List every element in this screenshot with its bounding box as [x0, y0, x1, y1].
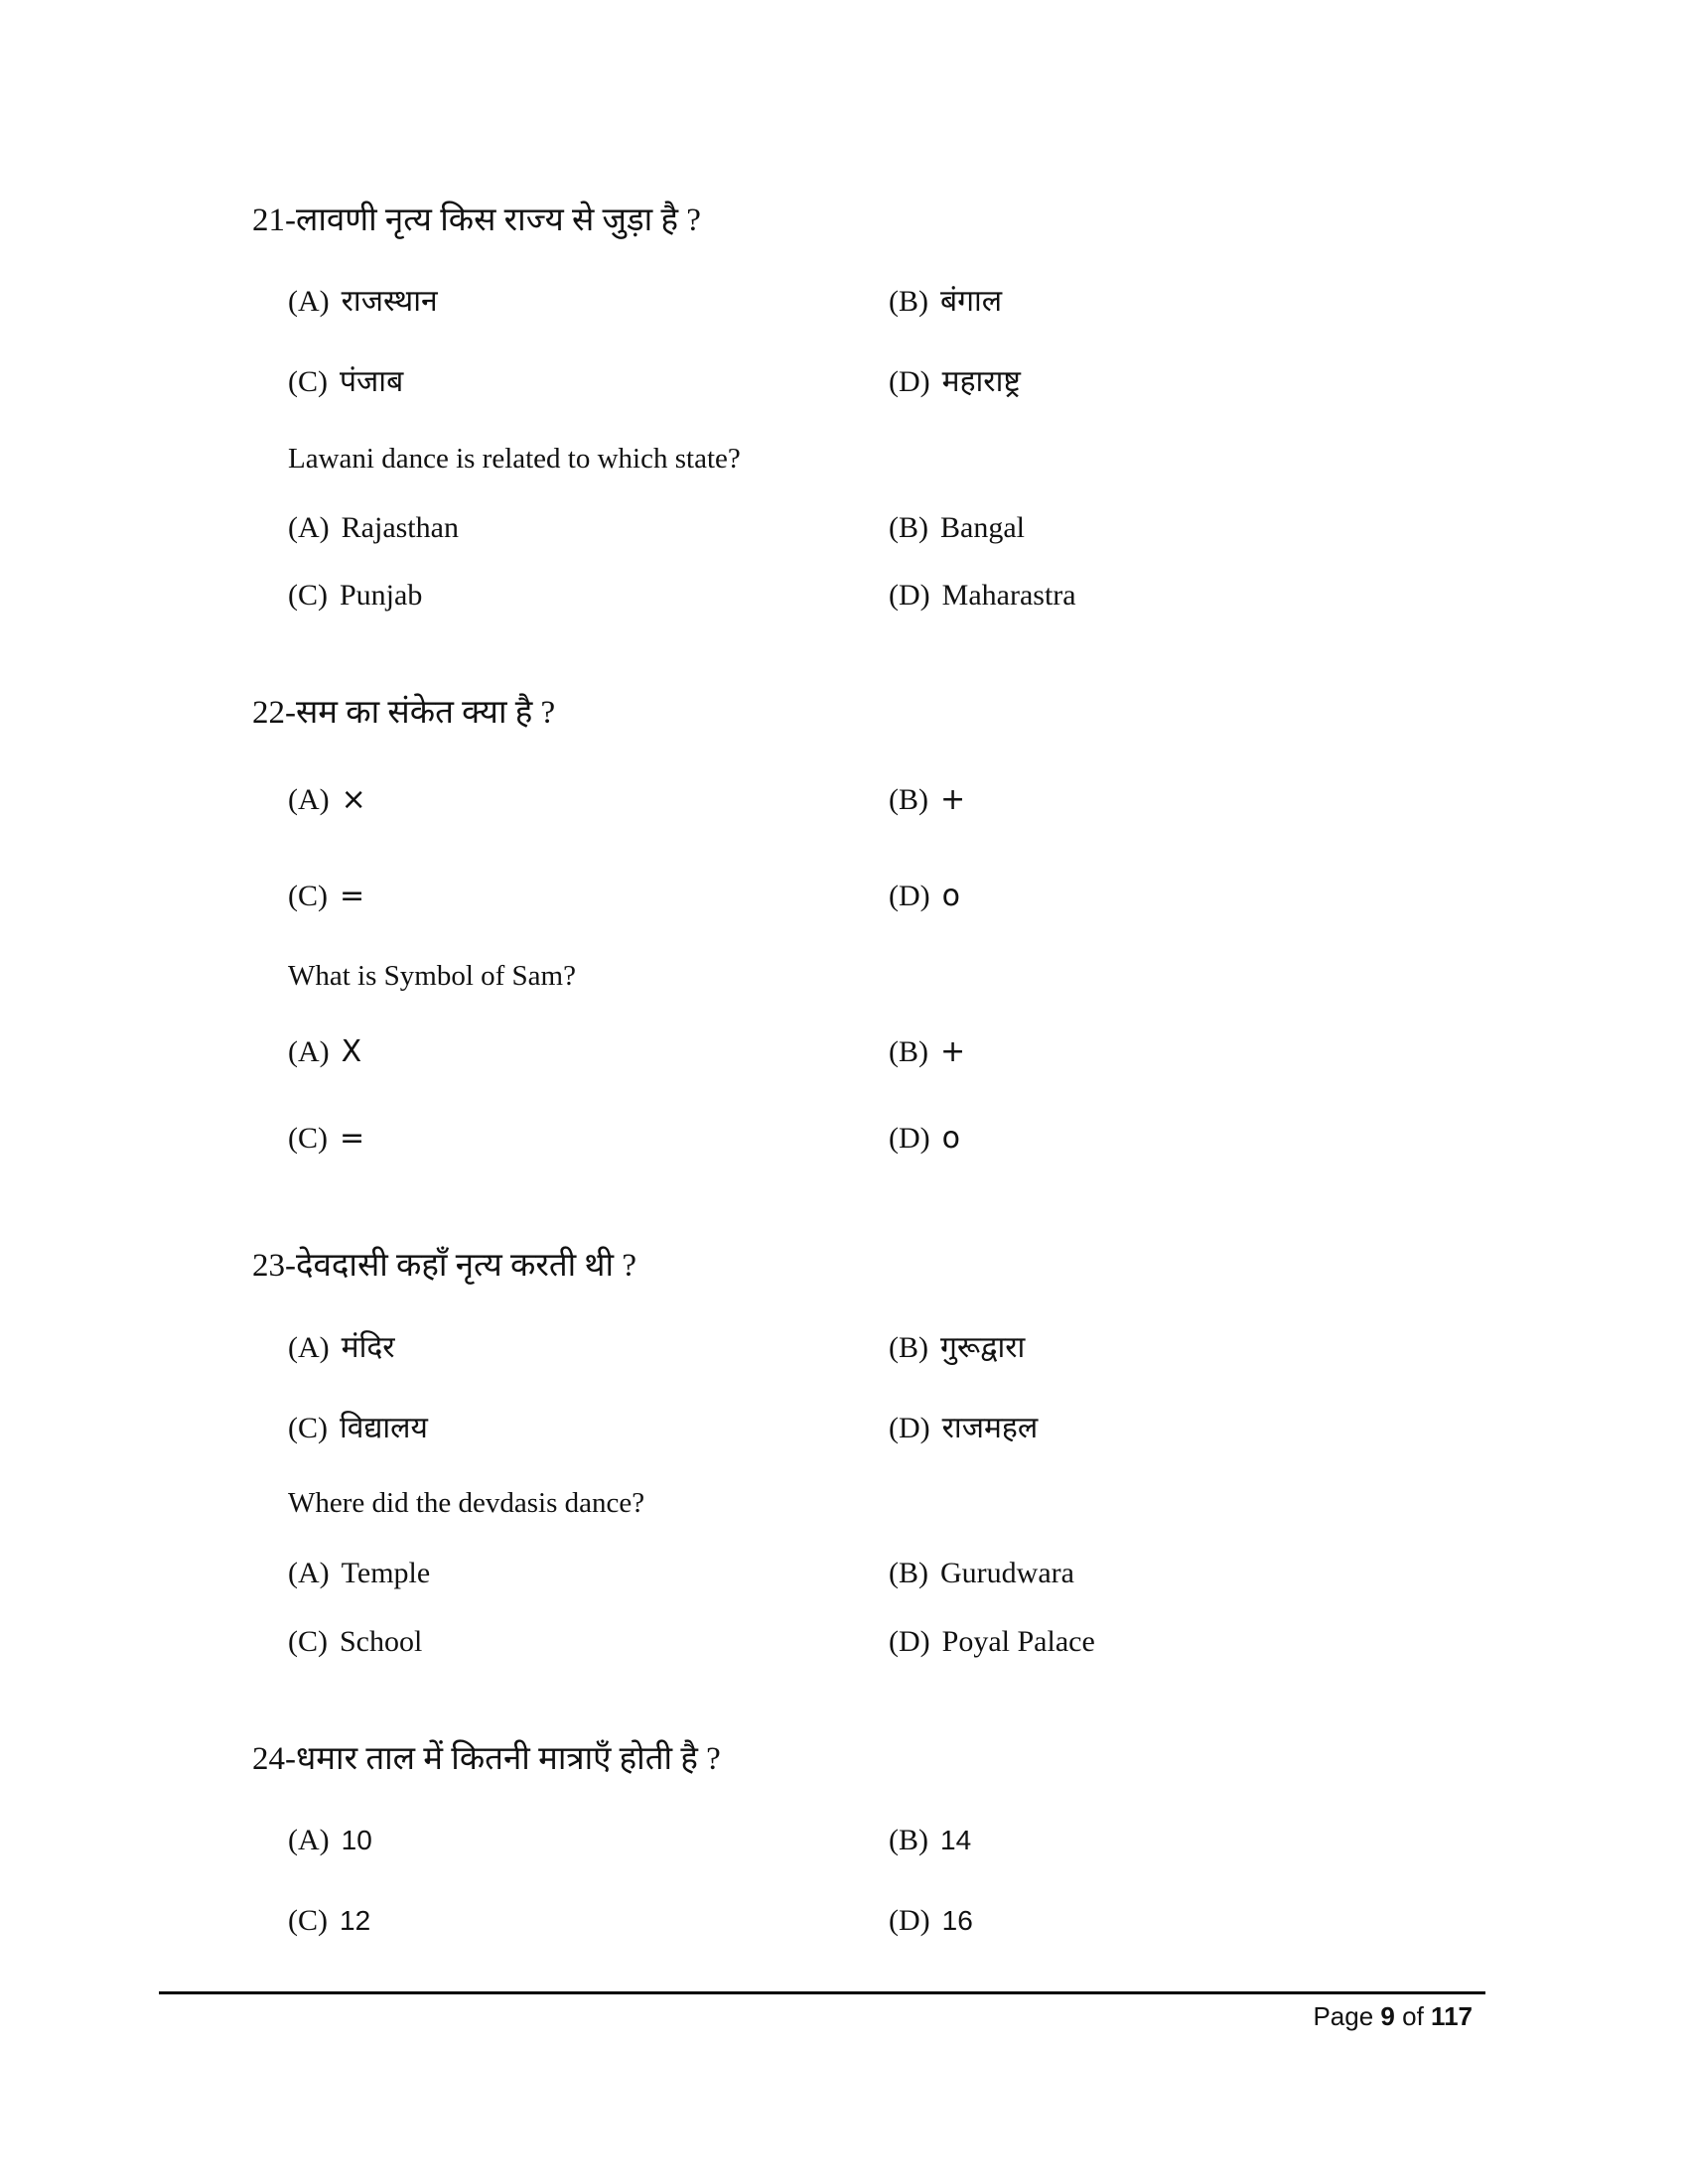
option-text: X: [341, 1034, 362, 1069]
option-english-a: [288, 508, 459, 548]
question-hindi: [252, 1739, 721, 1779]
option-hindi-d: [889, 1409, 1038, 1448]
option-label: (B): [889, 783, 928, 816]
total-pages: 117: [1431, 2001, 1473, 2031]
option-label: (D): [889, 1904, 930, 1937]
option-hindi-a: [288, 780, 366, 820]
option-hindi-b: [889, 1328, 1025, 1368]
option-label: (B): [889, 1557, 928, 1589]
page-of: of: [1402, 2001, 1424, 2031]
option-english-c: [288, 1119, 364, 1159]
question-hindi: [252, 201, 701, 240]
option-hindi-a: [288, 282, 438, 322]
page-number: [1313, 2001, 1473, 2032]
option-label: (B): [889, 1035, 928, 1068]
question-number: 23-: [252, 1248, 296, 1284]
option-english-a: [288, 1554, 430, 1593]
option-label: (A): [288, 783, 330, 816]
option-english-a: [288, 1032, 361, 1072]
option-hindi-b: [889, 780, 965, 820]
option-english-b: [889, 1032, 965, 1072]
option-label: (C): [288, 579, 328, 612]
option-label: (D): [889, 1122, 930, 1155]
option-text: Maharastra: [941, 579, 1076, 612]
question-number: 24-: [252, 1741, 296, 1777]
option-label: (A): [288, 511, 330, 544]
option-label: (C): [288, 1625, 328, 1658]
option-text: विद्यालय: [340, 1412, 428, 1444]
question-number: 22-: [252, 695, 296, 731]
question-english: What is Symbol of Sam?: [288, 960, 576, 992]
option-label: (D): [889, 1412, 930, 1444]
option-english-b: [889, 1554, 1074, 1593]
option-text: o: [941, 879, 961, 913]
option-hindi-d: [889, 362, 1021, 402]
option-text: 10: [341, 1825, 372, 1855]
question-text-hindi: देवदासी कहाँ नृत्य करती थी ?: [296, 1248, 636, 1284]
option-text: गुरूद्वारा: [940, 1331, 1026, 1364]
question-text-hindi: धमार ताल में कितनी मात्राएँ होती है ?: [296, 1741, 721, 1777]
question-text-hindi: सम का संकेत क्या है ?: [296, 695, 556, 731]
option-text: +: [940, 1034, 966, 1069]
option-label: (C): [288, 880, 328, 912]
page-prefix: Page: [1313, 2001, 1374, 2031]
option-hindi-d: [889, 877, 960, 916]
option-label: (D): [889, 1625, 930, 1658]
option-text: Gurudwara: [940, 1557, 1074, 1589]
option-label: (C): [288, 1904, 328, 1937]
option-text: Poyal Palace: [941, 1625, 1095, 1658]
option-text: राजस्थान: [341, 285, 438, 318]
option-text: 12: [340, 1905, 371, 1936]
question-text-hindi: लावणी नृत्य किस राज्य से जुड़ा है ?: [296, 203, 701, 238]
option-hindi-c: [288, 362, 403, 402]
option-hindi-a: [288, 1328, 395, 1368]
option-text: पंजाब: [340, 365, 404, 398]
option-label: (B): [889, 511, 928, 544]
option-label: (C): [288, 1122, 328, 1155]
option-hindi-c: [288, 877, 364, 916]
question-hindi: [252, 1246, 636, 1286]
option-label: (B): [889, 1331, 928, 1364]
question-hindi: [252, 693, 555, 733]
footer-divider: [159, 1991, 1485, 1994]
option-label: (A): [288, 1035, 330, 1068]
option-label: (A): [288, 285, 330, 318]
option-hindi-a: [288, 1821, 372, 1860]
option-text: Bangal: [940, 511, 1025, 544]
option-label: (A): [288, 1331, 330, 1364]
option-text: School: [340, 1625, 423, 1658]
option-text: 14: [940, 1825, 972, 1855]
current-page: 9: [1380, 2001, 1395, 2031]
option-label: (A): [288, 1557, 330, 1589]
option-text: बंगाल: [940, 285, 1003, 318]
option-text: =: [340, 879, 365, 913]
option-label: (C): [288, 1412, 328, 1444]
option-text: o: [941, 1121, 961, 1156]
option-english-d: [889, 576, 1076, 615]
option-text: Rajasthan: [341, 511, 459, 544]
option-hindi-b: [889, 1821, 971, 1860]
option-english-d: [889, 1622, 1095, 1662]
option-hindi-c: [288, 1901, 370, 1941]
option-label: (B): [889, 285, 928, 318]
option-text: ×: [341, 782, 366, 817]
option-label: (C): [288, 365, 328, 398]
option-text: Punjab: [340, 579, 423, 612]
option-label: (B): [889, 1824, 928, 1856]
option-hindi-d: [889, 1901, 973, 1941]
option-text: 16: [941, 1905, 973, 1936]
option-label: (A): [288, 1824, 330, 1856]
option-english-b: [889, 508, 1025, 548]
option-text: मंदिर: [341, 1331, 395, 1364]
question-english: Where did the devdasis dance?: [288, 1487, 645, 1519]
option-label: (D): [889, 880, 930, 912]
option-label: (D): [889, 365, 930, 398]
option-text: महाराष्ट्र: [941, 365, 1021, 398]
question-number: 21-: [252, 203, 296, 238]
option-text: राजमहल: [941, 1412, 1039, 1444]
option-label: (D): [889, 579, 930, 612]
option-hindi-b: [889, 282, 1002, 322]
option-text: +: [940, 782, 966, 817]
question-english: Lawani dance is related to which state?: [288, 443, 741, 475]
option-english-c: [288, 576, 422, 615]
option-text: Temple: [341, 1557, 431, 1589]
option-hindi-c: [288, 1409, 428, 1448]
option-english-c: [288, 1622, 422, 1662]
option-text: =: [340, 1121, 365, 1156]
option-english-d: [889, 1119, 960, 1159]
